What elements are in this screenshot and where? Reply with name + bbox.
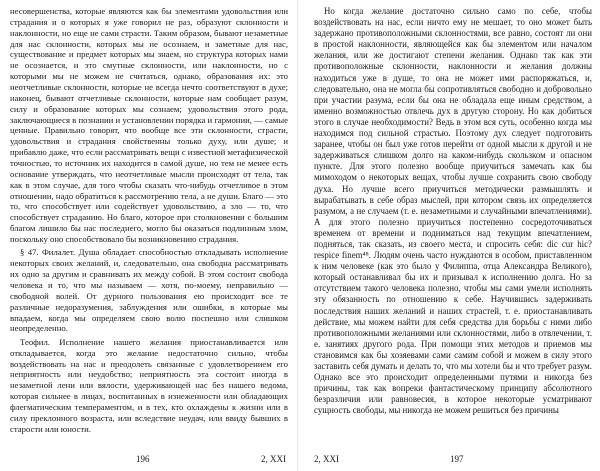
paragraph: Теофил. Исполнение нашего желания приостанавливается или откладывается, когда это желание недостаточно сильно, чтобы воздействовать на нас и преодолеть связанные с удовлетворением его неприятность или неудобство; неприятность эта состоит иногда в незаметной лени или вялости, удерживающей нас без нашего ведома, которая сильнее в лицах, воспитанных в изнеженности или обладающих флегматическим темпераментом, и в тех, кто охлаждены к жизни или в силу преклонного возраста, или вследствие неудач, или ввиду бывших в старости или юности. [10,336,288,434]
paragraph: § 47. Филалет. Душа обладает способностью откладывать исполнение некоторых своих желаний, и, следовательно, она свободна рассматривать их одно за другим и сравнивать их между собой. В этом состоит свобода человека и то, что мы называем — хотя, по-моему, неправильно — свободной волей. От дурного пользования ею происходит все те различные недоразумения, заблуждения или ошибки, в которые мы впадаем, когда мы определяем свою волю поспешно или слишком неопределенно. [10,247,288,334]
right-page [314,6,592,465]
paragraph: Но когда желание достаточно сильно само по себе, чтобы воздействовать на нас, если ничто ему не мешает, то оно может быть задержано противоположными склонностями, все равно, состоят ли они в простой наклонности, являющейся как бы элементом или началом желания, или же достигают степени желания. Однако так как эти противоположные склонности, наклонности и желания должны находиться уже в душе, то она не может ими распоряжаться, и, следовательно, она не могла бы сопротивляться свободно и добровольно при участии разума, если бы она не обладала еще иным средством, а именно возможностью отвлечь дух в другую сторону. Но как добиться этого в случае необходимости? Ведь в этом вся суть, особенно когда мы находимся под сильной страстью. Поэтому дух следует подготовить заранее, чтобы он был уже готов перейти от одной мысли к другой и не задерживаться слишком долго на каком-нибудь скользком и опасном пункте. Для этого полезно вообще приучиться замечать как бы мимоходом о некоторых вещах, чтобы лучше сохранить свою свободу духа. Но лучше всего приучиться методически размышлять и вырабатывать в себе образ мыслей, при котором связь их определяется разумом, а не случаем (т. е. незаметными и случайными впечатлениями). А для этого полезно приучиться постепенно сосредоточиваться временем от времени и подниматься над текущим впечатлением, подняться, так сказать, из своего места, и спросить себя: dic cur hic? respice finem⁴⁸. Людям очень часто нуждаются в особом, приставленном к ним человеке (как это было у Филиппа, отца Александра Великого), который останавливал бы их и призывал к исполнению долга. Но за отсутствием такого человека полезно, чтобы мы сами умели исполнять эту обязанность по отношению к себе. Научившись задерживать последствия наших желаний и наших страстей, т. е. приостанавливать действие, мы можем найти для себя средства для борьбы с ними либо противоположными желаниями или склонностями, либо в отвлечении, т. е. занятиях другого рода. При помощи этих методов и приемов мы становимся как бы хозяевами сами самим собой и можем в силу этого заставить себя думать и делать то, что мы хотели бы и что требует разум. Однако все это происходит определенными путями и никогда без причины, так как вопреки фантастическому принципу абсолютного безразличия или равновесия, в которое некоторые усматривают сущность свободы, мы никогда не можем решиться без причины [314,6,592,416]
page-number: 197 [450,454,464,464]
left-page-text [10,6,288,435]
book-gutter [297,0,298,471]
left-page-footer [10,453,288,465]
running-section: 2, XXI [261,454,286,464]
page-number: 196 [136,454,150,464]
running-section: 2, XXI [314,454,339,464]
paragraph: несовершенства, которые являются как бы элементами удовольствия или страдания и о которых я уже говорил не раз, образуют склонности и наклонности, но еще не сами страсти. Таким образом, бывают незаметные для нас склонности, которых мы не осознаем, и заметные для нас, существование и предмет которых мы знаем, но структура которых нами не осознается, и это смутные склонности, или наклонности, но с которыми мы не можем не считаться, однако, образования их: это неотчетливые склонности, которые не всегда нечто соответствуют в духе; наконец, бывают отчетливые склонности, которые нам сообщает разум, силу и образование которых мы сознаем; удовольствия этого рода, заключающиеся в познании и установлении порядка и гармонии, — самые ценные. Правильно говорят, что вообще все эти склонности, страсти, удовольствия и страдания свойственны только духу, или душе; и прибавлю даже, что если рассматривать вещи с известной метафизической точностью, то источник их находится в самой душе, но тем не менее есть основание утверждать, что неотчетливые мысли происходят от тела, так как в этом случае, для того чтобы сказать что-нибудь отчетливое в этом отношении, надо обратиться к рассмотрению тела, а не души. Благо — это то, что способствует или содействует удовольствию, а зло — то, что способствует страданию. Но благо, которое при столкновении с большим благом лишило бы нас последнего, могло бы оказаться подлинным злом, поскольку оно способствовало бы возникновению страдания. [10,6,288,245]
left-page [10,6,288,465]
right-page-text [314,6,592,416]
right-page-footer [314,453,592,465]
